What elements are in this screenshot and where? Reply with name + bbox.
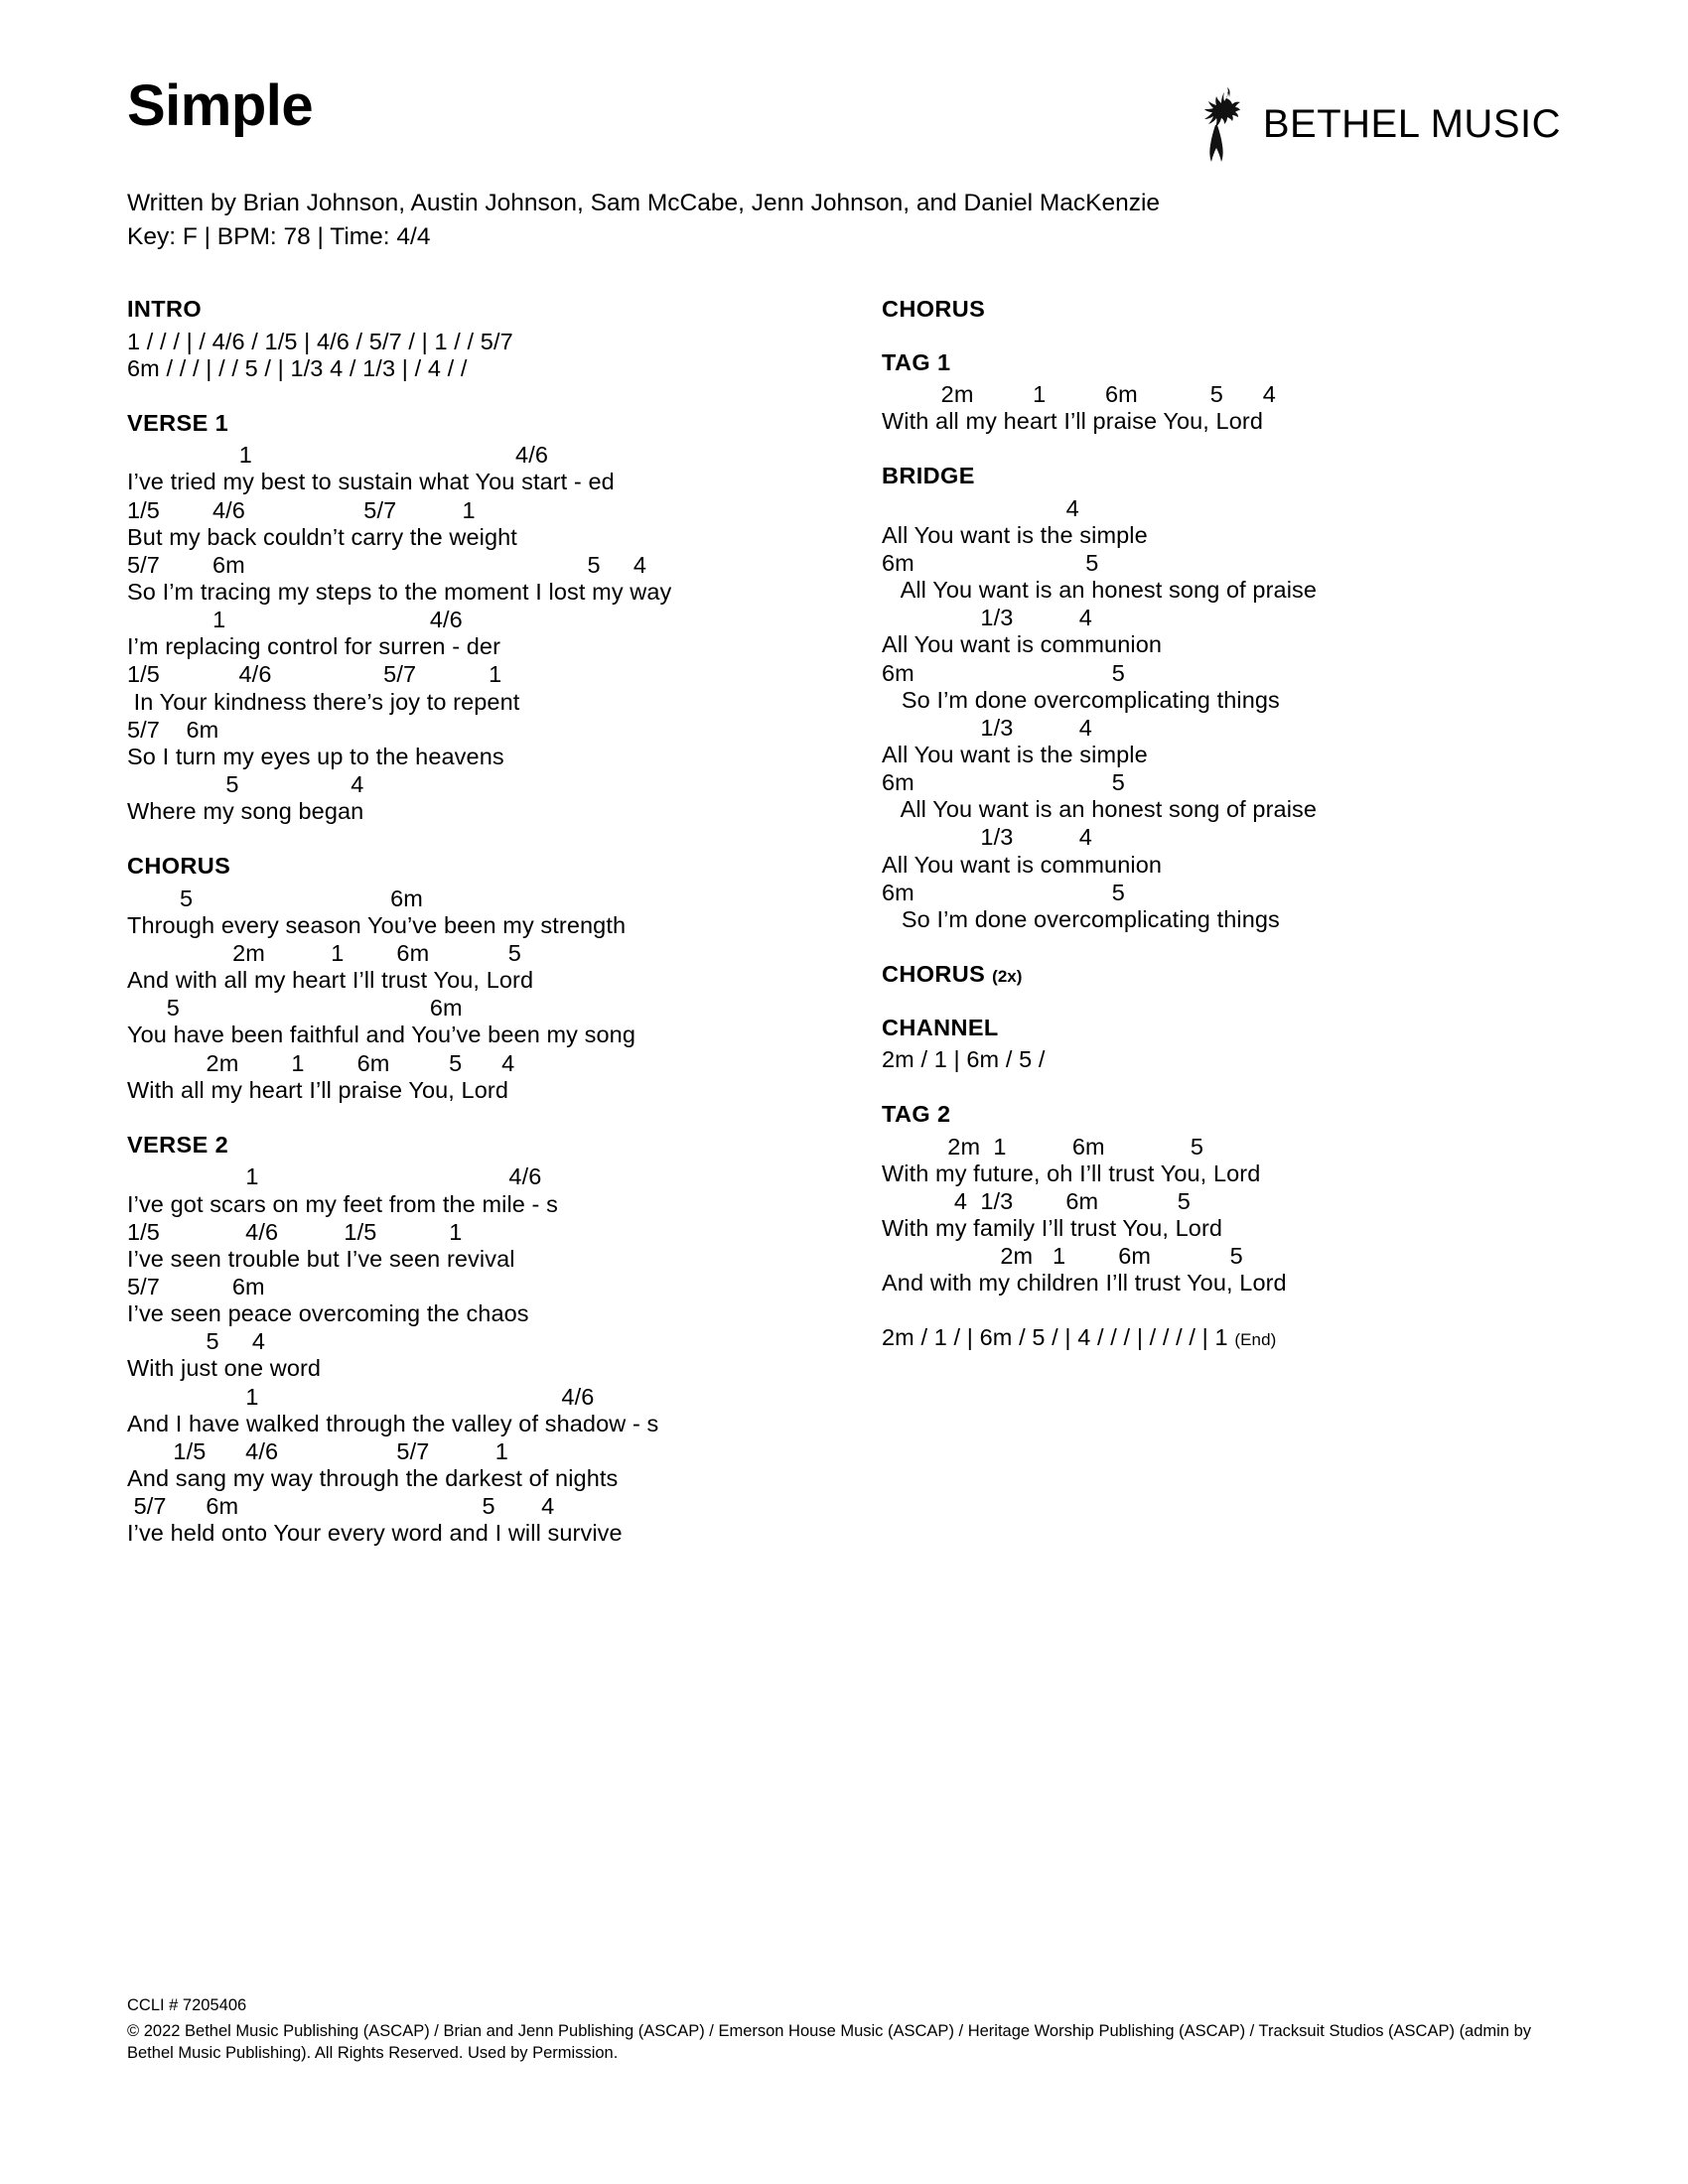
lyric-line: So I’m done overcomplicating things	[882, 686, 1280, 713]
chord-line: 2m 1 6m 5	[882, 1243, 1243, 1270]
chord-line: 1/5 4/6 5/7 1	[127, 496, 476, 523]
lyric-line: Where my song began	[127, 798, 364, 825]
chord-line: 2m 1 6m 5	[882, 1133, 1204, 1160]
document-footer	[127, 1995, 1577, 2064]
chord-line: 5 6m	[127, 885, 423, 911]
logo-text: BETHEL MUSIC	[1262, 101, 1561, 146]
chord-line: 5 4	[127, 770, 364, 797]
copyright-text: © 2022 Bethel Music Publishing (ASCAP) / Brian and Jenn Publishing (ASCAP) / Emerson House Music (ASCAP) / Heritage Worship Publishing (ASCAP) / Tracksuit Studios (ASCAP) (admin by Bethel Music Publishing). All Rights Reserved. Used by Permission.	[127, 2021, 1532, 2062]
lyric-line: With just one word	[127, 1355, 322, 1382]
chord-line: 1 4/6	[127, 442, 548, 469]
lyric-line: I’m replacing control for surren - der	[127, 633, 501, 660]
chorus-2x-repeat: (2x)	[992, 967, 1023, 987]
bethel-deer-icon	[1197, 85, 1249, 163]
lyric-line: All You want is communion	[882, 851, 1163, 878]
bethel-music-logo	[1197, 85, 1561, 163]
lyric-line: You have been faithful and You’ve been my song	[127, 1022, 636, 1048]
intro-line-1: 1 / / / | / 4/6 / 1/5 | 4/6 / 5/7 / | 1 / / 5/7	[127, 328, 513, 354]
lyric-line: And with my children I’ll trust You, Lord	[882, 1270, 1287, 1297]
lyric-line: I’ve seen peace overcoming the chaos	[127, 1300, 529, 1327]
chord-line: 1/5 4/6 1/5 1	[127, 1218, 463, 1245]
channel-line: 2m / 1 | 6m / 5 /	[882, 1046, 1046, 1073]
chord-line: 1/5 4/6 5/7 1	[127, 661, 502, 688]
chord-line: 1 4/6	[127, 1163, 542, 1190]
section-label-verse-2: VERSE 2	[127, 1131, 229, 1158]
chord-line: 4	[882, 494, 1079, 521]
lyric-line: But my back couldn’t carry the weight	[127, 523, 517, 550]
section-label-chorus: CHORUS	[882, 296, 986, 322]
chord-line: 6m 5	[882, 550, 1099, 577]
chord-line: 5/7 6m 5 4	[127, 551, 647, 578]
credits-block	[127, 187, 1160, 254]
key-bpm-time: Key: F | BPM: 78 | Time: 4/4	[127, 222, 431, 250]
chord-line: 2m 1 6m 5 4	[882, 381, 1276, 407]
ending-line	[882, 1324, 1537, 1351]
ccli-number: CCLI # 7205406	[127, 1996, 247, 2014]
lyric-line: All You want is an honest song of praise	[882, 577, 1318, 604]
chord-line: 1/5 4/6 5/7 1	[127, 1437, 508, 1464]
chord-line: 6m 5	[882, 769, 1125, 796]
written-by: Written by Brian Johnson, Austin Johnson, Sam McCabe, Jenn Johnson, and Daniel MacKenzie	[127, 190, 1161, 216]
lyric-line: So I turn my eyes up to the heavens	[127, 743, 504, 769]
chord-line: 2m 1 6m 5	[127, 940, 521, 967]
lyric-line: I’ve seen trouble but I’ve seen revival	[127, 1245, 515, 1272]
left-column	[127, 298, 763, 1548]
chord-line: 5/7 6m	[127, 716, 219, 743]
lyric-line: I’ve held onto Your every word and I will survive	[127, 1520, 623, 1547]
section-label-chorus-2x	[882, 963, 1537, 987]
page-title: Simple	[127, 73, 314, 138]
lyric-line: With all my heart I’ll praise You, Lord	[127, 1076, 508, 1103]
intro-line-2: 6m / / / | / / 5 / | 1/3 4 / 1/3 | / 4 / /	[127, 354, 468, 381]
spacer	[882, 1298, 1537, 1324]
ending-tag: (End)	[1234, 1329, 1277, 1349]
chord-line: 4 1/3 6m 5	[882, 1187, 1191, 1214]
lyric-line: With all my heart I’ll praise You, Lord	[882, 408, 1263, 435]
chord-line: 1 4/6	[127, 607, 463, 633]
right-column	[882, 298, 1537, 1351]
lyric-line: And sang my way through the darkest of nights	[127, 1464, 619, 1491]
section-label-chorus: CHORUS	[127, 853, 231, 880]
chord-line: 6m 5	[882, 879, 1125, 905]
lyric-line: I’ve got scars on my feet from the mile - s	[127, 1190, 558, 1217]
chord-line: 1 4/6	[127, 1383, 595, 1410]
section-label-bridge: BRIDGE	[882, 463, 975, 489]
lyric-line: All You want is the simple	[882, 742, 1148, 768]
chord-line: 6m 5	[882, 659, 1125, 686]
lyric-line: All You want is an honest song of praise	[882, 796, 1318, 823]
lyric-line: In Your kindness there’s joy to repent	[127, 688, 520, 715]
chord-line: 5/7 6m	[127, 1273, 265, 1299]
lyric-line: I’ve tried my best to sustain what You start - ed	[127, 469, 615, 495]
chord-line: 5 4	[127, 1328, 266, 1355]
lyric-line: And I have walked through the valley of shadow - s	[127, 1410, 659, 1436]
lyric-line: All You want is the simple	[882, 521, 1148, 548]
lyric-line: With my future, oh I’ll trust You, Lord	[882, 1160, 1261, 1186]
lyric-line: With my family I’ll trust You, Lord	[882, 1215, 1223, 1242]
ending-chords: 2m / 1 / | 6m / 5 / | 4 / / / | / / / / | 1	[882, 1323, 1235, 1350]
section-label-tag-2: TAG 2	[882, 1101, 951, 1128]
chord-line: 5 6m	[127, 995, 463, 1022]
chord-line: 1/3 4	[882, 714, 1092, 741]
lyric-line: All You want is communion	[882, 631, 1163, 658]
lyric-line: Through every season You’ve been my strength	[127, 911, 627, 938]
chorus-2x-text: CHORUS	[882, 961, 993, 988]
lyric-line: So I’m tracing my steps to the moment I lost my way	[127, 578, 672, 605]
chord-line: 5/7 6m 5 4	[127, 1493, 555, 1520]
lyric-line: And with all my heart I’ll trust You, Lord	[127, 967, 534, 994]
section-label-verse-1: VERSE 1	[127, 409, 229, 436]
section-label-channel: CHANNEL	[882, 1014, 999, 1040]
lyric-line: So I’m done overcomplicating things	[882, 905, 1280, 932]
section-label-tag-1: TAG 1	[882, 348, 951, 375]
chord-line: 2m 1 6m 5 4	[127, 1049, 515, 1076]
section-label-intro: INTRO	[127, 296, 203, 322]
chord-line: 1/3 4	[882, 824, 1092, 851]
chord-line: 1/3 4	[882, 605, 1092, 631]
